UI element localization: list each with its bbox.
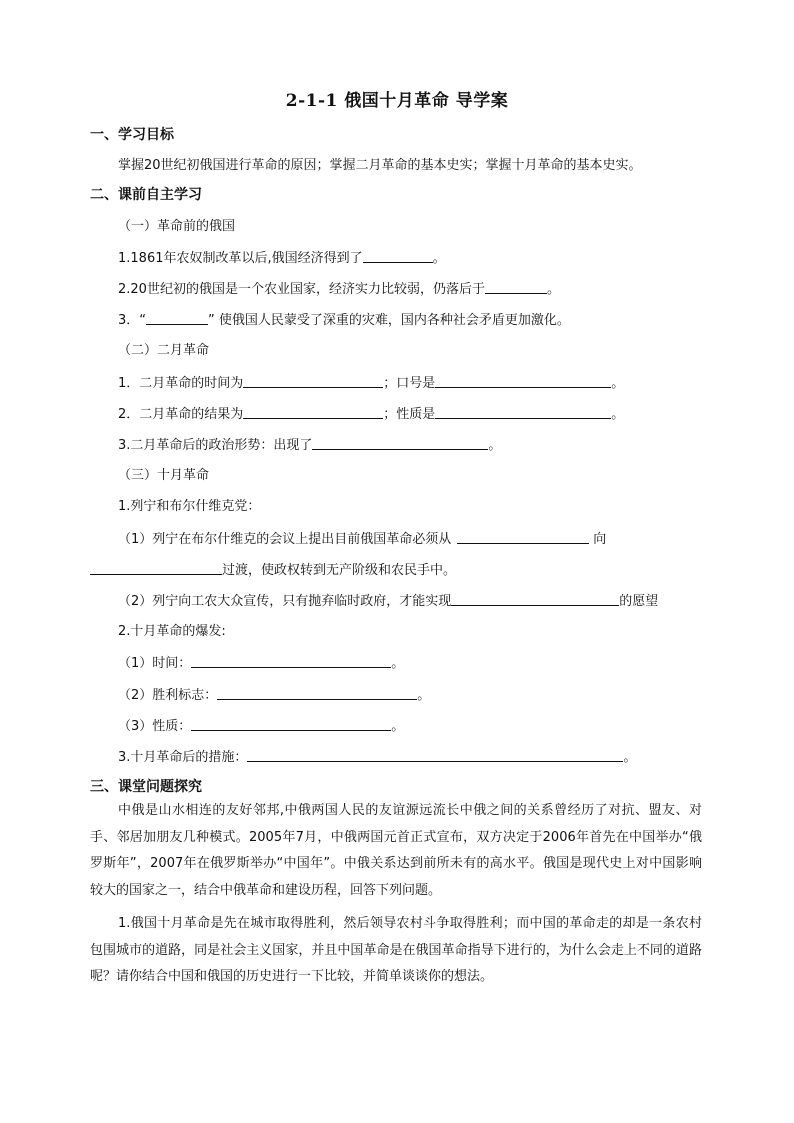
question-text: （2）胜利标志： <box>118 688 218 703</box>
question-3-2: 2.十月革命的爆发: <box>118 624 226 639</box>
answer-blank[interactable] <box>217 686 417 700</box>
question-text: 1．二月革命的时间为 <box>118 376 244 391</box>
question-3-2-1 <box>118 654 404 673</box>
answer-blank[interactable] <box>146 311 208 325</box>
answer-blank[interactable] <box>90 561 222 575</box>
answer-blank[interactable] <box>243 405 383 419</box>
question-text: （2）列宁向工农大众宣传，只有抛弃临时政府，才能实现 <box>118 594 452 609</box>
subheading-february-revolution: （二）二月革命 <box>118 343 210 358</box>
question-3-3 <box>118 748 636 767</box>
question-2-1 <box>118 374 624 393</box>
question-text: 2．二月革命的结果为 <box>118 407 244 422</box>
question-text: ；口号是 <box>383 376 436 391</box>
question-text: 3.十月革命后的措施： <box>118 750 248 765</box>
question-text: 。 <box>623 750 637 765</box>
question-text: （1）时间： <box>118 656 192 671</box>
answer-blank[interactable] <box>485 280 547 294</box>
question-text: 。 <box>546 282 560 297</box>
question-1-1 <box>118 249 446 268</box>
answer-blank[interactable] <box>457 530 589 544</box>
question-3-2-2 <box>118 686 430 705</box>
question-text: 。 <box>391 656 405 671</box>
inquiry-intro-paragraph: 中俄是山水相连的友好邻邦,中俄两国人民的友谊源远流长中俄之间的关系曾经历了对抗、盟友、对手、邻居加朋友几种模式。2005年7月，中俄两国元首正式宣布，双方决定于2006年首先在中国举办“俄罗斯年”，2007年在俄罗斯举办“中国年”。中俄关系达到前所未有的高水平。俄国是现代史上对中国影响较大的国家之一，结合中俄革命和建设历程，回答下列问题。 <box>90 803 702 898</box>
inquiry-question-1: 1.俄国十月革命是先在城市取得胜利，然后领导农村斗争取得胜利；而中国的革命走的却是一条农村包围城市的道路，同是社会主义国家，并且中国革命是在俄国革命指导下进行的，为什么会走上不同的道路呢？请你结合中国和俄国的历史进行一下比较，并简单谈谈你的想法。 <box>90 916 702 984</box>
question-text: 的愿望 <box>619 594 659 609</box>
answer-blank[interactable] <box>191 654 391 668</box>
question-text: 3．“ <box>118 313 147 328</box>
question-text: （3）性质： <box>118 719 192 734</box>
question-text: 。 <box>432 251 446 266</box>
question-text: 。 <box>488 438 502 453</box>
answer-blank[interactable] <box>435 405 611 419</box>
question-text: 3.二月革命后的政治形势：出现了 <box>118 438 313 453</box>
answer-blank[interactable] <box>243 374 383 388</box>
question-text: （1）列宁在布尔什维克的会议上提出目前俄国革命必须从 <box>118 532 452 547</box>
subheading-before-revolution: （一）革命前的俄国 <box>118 219 236 234</box>
question-3-1-1-cont <box>90 561 456 580</box>
answer-blank[interactable] <box>191 717 391 731</box>
question-text: ” 使俄国人民蒙受了深重的灾难，国内各种社会矛盾更加激化。 <box>208 313 570 328</box>
question-text: 。 <box>391 719 405 734</box>
question-3-1-2 <box>118 592 658 611</box>
question-text: 1.1861年农奴制改革以后,俄国经济得到了 <box>118 251 363 266</box>
answer-blank[interactable] <box>312 436 488 450</box>
question-3-2-3 <box>118 717 404 736</box>
answer-blank[interactable] <box>451 592 619 606</box>
answer-blank[interactable] <box>247 748 623 762</box>
answer-blank[interactable] <box>363 249 433 263</box>
section-heading-preview: 二、课前自主学习 <box>90 187 202 203</box>
question-text: 。 <box>417 688 431 703</box>
subheading-october-revolution: （三）十月革命 <box>118 468 210 483</box>
question-text: 过渡，使政权转到无产阶级和农民手中。 <box>222 563 457 578</box>
question-text: ；性质是 <box>383 407 436 422</box>
question-2-3 <box>118 436 501 455</box>
question-text: 。 <box>611 407 625 422</box>
question-text: 向 <box>593 532 607 547</box>
question-3-1: 1.列宁和布尔什维克党： <box>118 499 261 514</box>
question-text: 。 <box>611 376 625 391</box>
page-title: 2-1-1 俄国十月革命 导学案 <box>285 91 509 111</box>
question-text: 2.20世纪初的俄国是一个农业国家，经济实力比较弱，仍落后于 <box>118 282 485 297</box>
question-1-2 <box>118 280 560 299</box>
question-1-3 <box>118 311 570 330</box>
objectives-text: 掌握20世纪初俄国进行革命的原因；掌握二月革命的基本史实；掌握十月革命的基本史实。 <box>118 158 642 173</box>
question-3-1-1 <box>118 530 606 549</box>
question-2-2 <box>118 405 624 424</box>
section-heading-objectives: 一、学习目标 <box>90 127 174 143</box>
answer-blank[interactable] <box>435 374 611 388</box>
section-heading-inquiry: 三、课堂问题探究 <box>90 779 202 795</box>
